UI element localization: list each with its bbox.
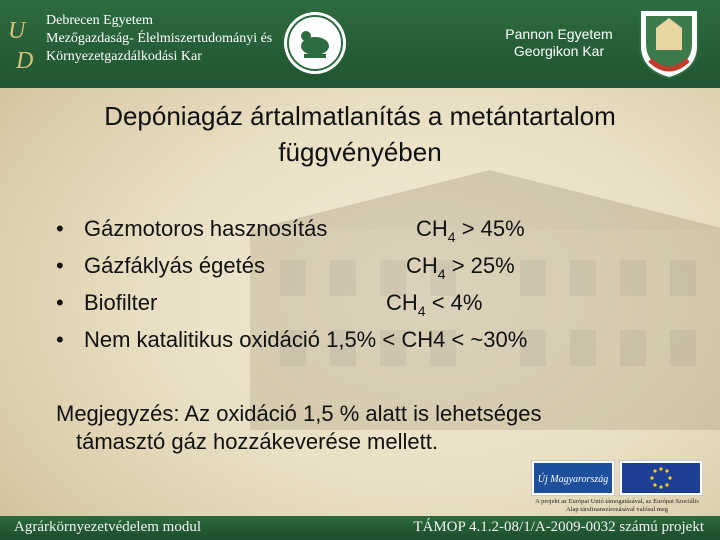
- bullet-value: [406, 253, 515, 282]
- bullet-value: [386, 290, 482, 319]
- formula: CH: [406, 253, 438, 278]
- note-line: Megjegyzés: Az oxidáció 1,5 % alatt is lehetséges: [56, 401, 542, 426]
- bullet-value: [416, 216, 525, 245]
- left-university-name: [46, 12, 272, 66]
- bullet-dot: •: [56, 327, 64, 352]
- right-university-name: [500, 26, 618, 60]
- formula-subscript: 4: [447, 229, 456, 245]
- footer-bar: [0, 516, 720, 540]
- bullet-text: Biofilter: [84, 290, 158, 315]
- university-name-line: Debrecen Egyetem: [46, 13, 153, 28]
- partner-university-line: Pannon Egyetem: [505, 26, 613, 42]
- bullet-dot: •: [56, 216, 64, 241]
- uj-magyarorszag-logo-icon: [531, 460, 615, 496]
- formula: CH: [416, 216, 448, 241]
- uj-magyarorszag-label: Új Magyarország: [537, 474, 609, 485]
- partner-faculty-line: Georgikon Kar: [513, 43, 605, 59]
- svg-text:D: D: [16, 48, 34, 74]
- note-line: támasztó gáz hozzákeverése mellett.: [76, 429, 438, 454]
- header-bar: [0, 0, 720, 88]
- bullet-list: [56, 216, 696, 364]
- slide-title: Depóniagáz ártalmatlanítás a metántartalom függvényében: [104, 101, 616, 167]
- project-id: TÁMOP 4.1.2-08/1/A-2009-0032 számú projekt: [413, 519, 704, 535]
- faculty-name-line: Mezőgazdaság- Élelmiszertudományi és: [46, 31, 273, 46]
- bullet-dot: •: [56, 253, 64, 278]
- bullet-text: Nem katalitikus oxidáció 1,5% < CH4 < ~30%: [84, 327, 528, 352]
- bullet-dot: •: [56, 290, 64, 315]
- threshold: < 4%: [425, 290, 483, 315]
- bullet-item: [56, 327, 696, 364]
- module-name: Agrárkörnyezetvédelem modul: [14, 519, 202, 535]
- georgikon-crest-icon: [636, 6, 702, 80]
- formula: CH: [386, 290, 418, 315]
- eu-funding-text: A projekt az Európai Unió támogatásával, az Európai Szociális Alap társfinanszírozásával valósul meg: [535, 498, 699, 513]
- bullet-item: [56, 216, 696, 253]
- bullet-item: [56, 290, 696, 327]
- university-logo-icon: [6, 12, 40, 74]
- eu-flag-icon: [619, 460, 703, 496]
- formula-subscript: 4: [437, 266, 446, 282]
- threshold: > 25%: [445, 253, 515, 278]
- formula-subscript: 4: [417, 303, 426, 319]
- note-paragraph: [56, 400, 696, 456]
- svg-text:U: U: [8, 18, 26, 44]
- bullet-text: Gázmotoros hasznosítás: [84, 216, 328, 241]
- bullet-text: Gázfáklyás égetés: [84, 253, 265, 278]
- eu-funding-box: [531, 460, 703, 520]
- faculty-seal-icon: [282, 10, 348, 76]
- threshold: > 45%: [455, 216, 525, 241]
- bullet-item: [56, 253, 696, 290]
- faculty-name-line-2: Környezetgazdálkodási Kar: [46, 49, 202, 64]
